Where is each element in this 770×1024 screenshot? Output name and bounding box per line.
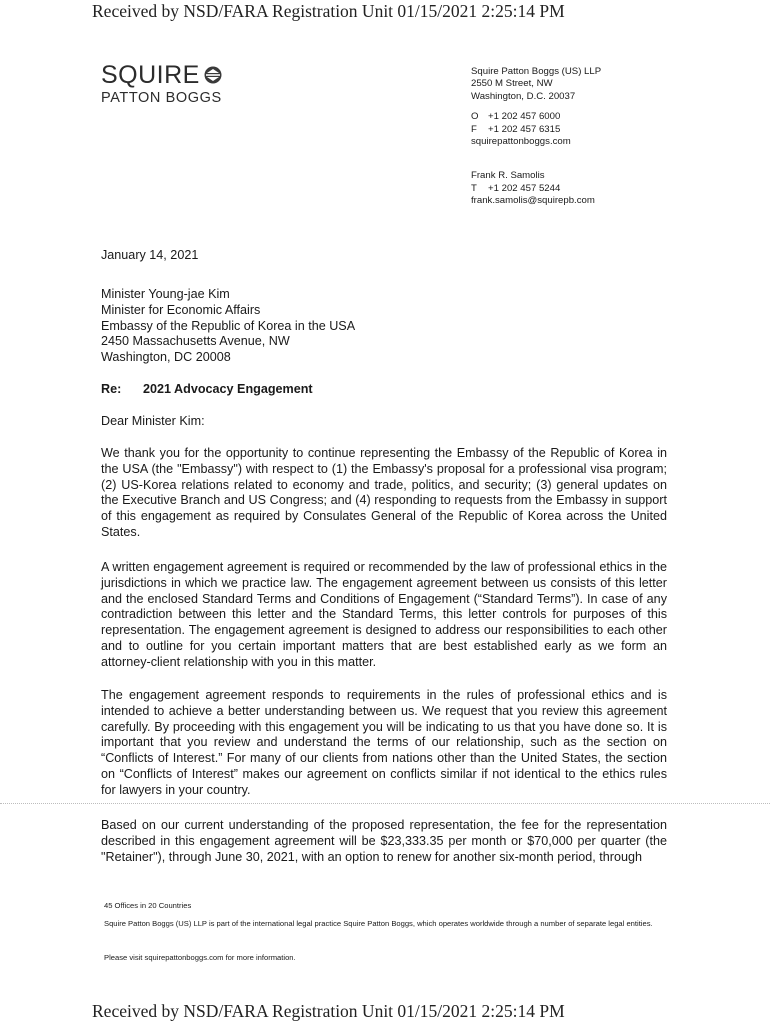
footer-visit: Please visit squirepattonboggs.com for more information. [104,953,296,962]
office-phone: +1 202 457 6000 [488,111,561,123]
attorney-phone-label: T [471,182,477,194]
attorney-email: frank.samolis@squirepb.com [471,195,595,207]
body-paragraph: A written engagement agreement is required or recommended by the law of professional ethics in the jurisdictions in which we practice law. The engagement agreement between us consists of this letter and the enclosed Standard Terms and Conditions of Engagement (“Standard Terms”). In case of any contradiction between this letter and the Standard Terms, this letter controls for purposes of this representation. The engagement agreement is designed to address our responsibilities to each other and to outline for you certain important matters that are best established early as we form an attorney-client relationship with you in this matter. [101,560,667,669]
firm-city: Washington, D.C. 20037 [471,90,576,102]
subject-label: Re: [101,382,122,396]
attorney-name: Frank R. Samolis [471,170,545,182]
fax-label: F [471,123,477,135]
logo-globe-icon [203,65,223,85]
fara-received-stamp-top: Received by NSD/FARA Registration Unit 01/15/2021 2:25:14 PM [92,1,565,21]
recipient-line: 2450 Massachusetts Avenue, NW [101,334,290,349]
recipient-line: Washington, DC 20008 [101,350,231,365]
attorney-phone: +1 202 457 5244 [488,182,561,194]
firm-street: 2550 M Street, NW [471,78,553,90]
office-phone-label: O [471,111,479,123]
salutation: Dear Minister Kim: [101,414,205,428]
body-paragraph: We thank you for the opportunity to continue representing the Embassy of the Republic of Korea in the USA (the "Embassy") with respect to (1) the Embassy's proposal for a professional visa program; (2) US-Korea relations related to economy and trade, politics, and security; (3) general updates on the Executive Branch and US Congress; and (4) responding to requests from the Embassy in support of this engagement as required by Consulates General of the Republic of Korea across the United States. [101,446,667,539]
footer-offices: 45 Offices in 20 Countries [104,901,192,910]
letter-date: January 14, 2021 [101,248,199,262]
attorney-phone-row [471,183,601,195]
recipient-line: Minister Young-jae Kim [101,287,230,301]
recipient-address [101,287,667,366]
recipient-line: Embassy of the Republic of Korea in the USA [101,318,356,333]
firm-office-phone-row [471,111,601,123]
firm-logo [101,62,223,106]
footer-disclaimer: Squire Patton Boggs (US) LLP is part of the international legal practice Squire Patton Boggs, which operates worldwide through a number of separate legal entities. [104,919,653,928]
fax-phone: +1 202 457 6315 [488,123,561,135]
firm-fax-row [471,124,601,136]
recipient-line: Minister for Economic Affairs [101,302,261,317]
scan-divider [0,803,770,804]
logo-wordmark-patton-boggs: PATTON BOGGS [101,90,222,106]
subject-text: 2021 Advocacy Engagement [143,382,313,396]
logo-wordmark-squire: SQUIRE [101,61,200,89]
fara-received-stamp-bottom: Received by NSD/FARA Registration Unit 01/15/2021 2:25:14 PM [92,1001,565,1021]
body-paragraph: The engagement agreement responds to requirements in the rules of professional ethics and is intended to achieve a better understanding between us. We request that you review this agreement carefully. By proceeding with this engagement you will be indicating to us that you have done so. It is important that you review and understand the terms of our relationship, such as the section on “Conflicts of Interest.” For many of our clients from nations other than the United States, the section on “Conflicts of Interest” makes our agreement on conflicts similar if not identical to the ethics rules for lawyers in your country. [101,688,667,797]
firm-name: Squire Patton Boggs (US) LLP [471,66,602,77]
body-paragraph: Based on our current understanding of the proposed representation, the fee for the representation described in this engagement agreement will be $23,333.35 per month or $70,000 per quarter (the "Retainer"), through June 30, 2021, with an option to renew for another six-month period, through [101,818,667,864]
firm-contact-block [471,66,601,208]
subject-line [101,382,667,398]
firm-website: squirepattonboggs.com [471,136,571,148]
